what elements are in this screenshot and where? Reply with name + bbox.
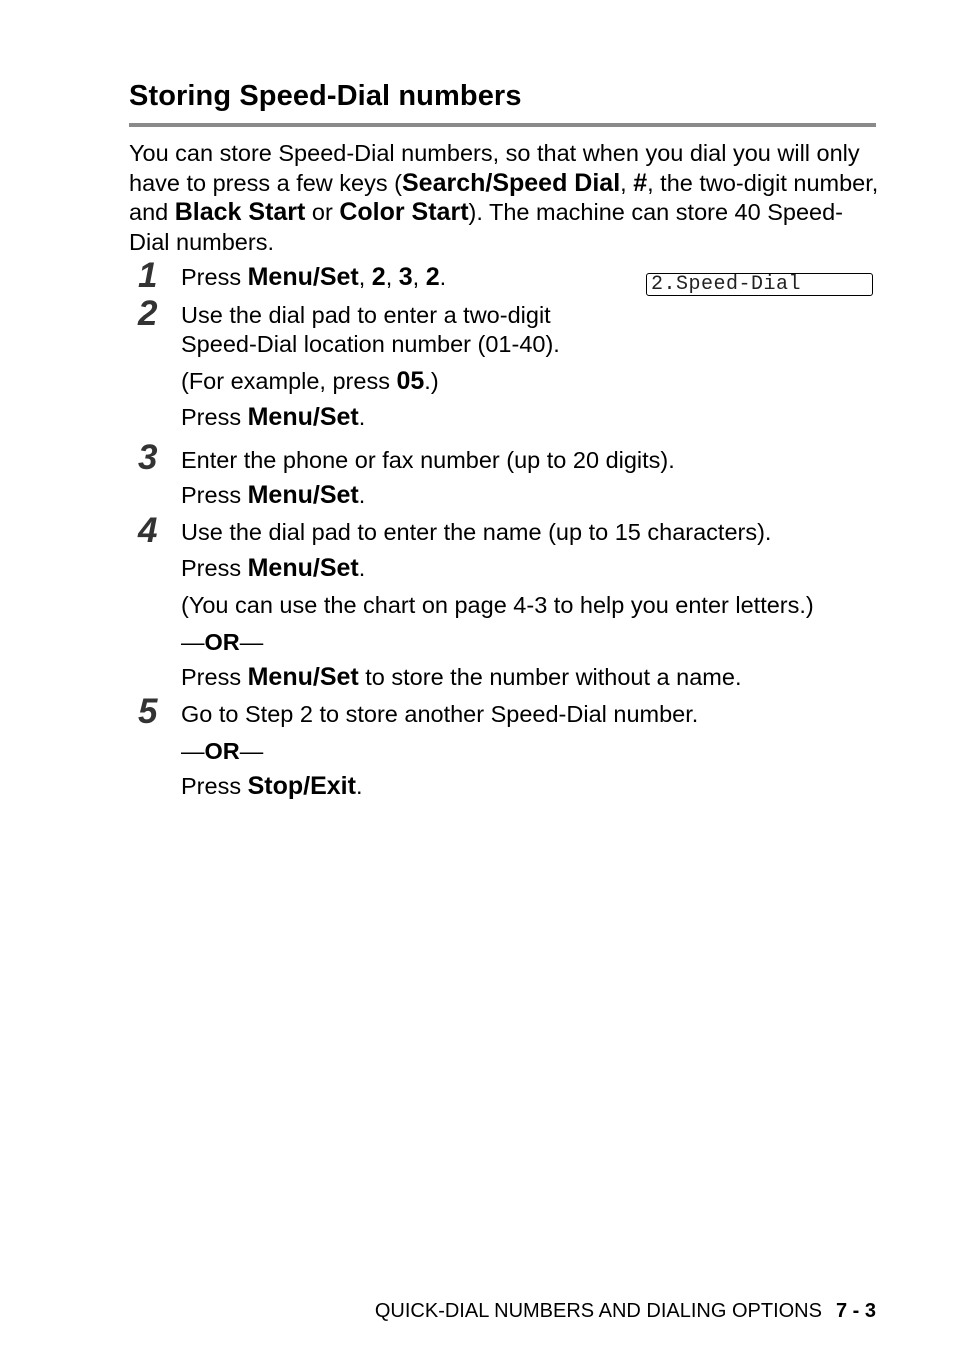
period: . xyxy=(358,482,366,508)
period: . xyxy=(358,404,366,430)
step-4-press xyxy=(181,554,365,583)
key-menu-set: Menu/Set xyxy=(247,263,359,291)
key-2: 2 xyxy=(425,263,440,291)
step-number-2: 2 xyxy=(138,294,158,333)
intro-paragraph xyxy=(129,139,879,257)
intro-text-5: ). The machine can store 40 Speed-Dial numbers. xyxy=(129,199,844,255)
lcd-display: 2.Speed-Dial xyxy=(646,273,873,296)
section-title: Storing Speed-Dial numbers xyxy=(129,80,522,112)
step-1-instruction xyxy=(181,263,446,292)
em-dash: — xyxy=(181,738,205,764)
step-number-4: 4 xyxy=(138,511,158,550)
intro-text-2: , xyxy=(620,169,634,196)
period: . xyxy=(355,773,363,799)
em-dash: — xyxy=(239,629,264,655)
step-3-line-1: Enter the phone or fax number (up to 20 digits). xyxy=(181,447,675,473)
period: . xyxy=(358,555,366,581)
key-05: 05 xyxy=(396,367,425,395)
key-menu-set: Menu/Set xyxy=(247,403,359,431)
key-3: 3 xyxy=(398,263,413,291)
key-menu-set: Menu/Set xyxy=(247,663,359,691)
step-3-press xyxy=(181,481,365,510)
example-text: (For example, press xyxy=(181,368,397,394)
key-black-start: Black Start xyxy=(174,198,306,226)
footer-page-number: 7 - 3 xyxy=(835,1300,876,1322)
step-2-press xyxy=(181,403,365,432)
key-search-speed-dial: Search/Speed Dial xyxy=(401,168,621,197)
step-4-alternative xyxy=(181,663,741,692)
step-number-3: 3 xyxy=(138,438,158,477)
press-text: Press xyxy=(181,555,248,581)
separator: , xyxy=(385,264,399,290)
key-stop-exit: Stop/Exit xyxy=(247,772,356,800)
key-color-start: Color Start xyxy=(339,198,469,226)
press-text: Press xyxy=(181,664,248,690)
step-1-press-text: Press xyxy=(181,264,248,290)
press-text: Press xyxy=(181,773,248,799)
intro-text-1: You can store Speed-Dial numbers, so that when you dial you will only have to press a few keys ( xyxy=(129,140,860,196)
step-2-line-1: Use the dial pad to enter a two-digit xyxy=(181,302,551,328)
key-menu-set: Menu/Set xyxy=(247,481,359,509)
alternative-text: to store the number without a name. xyxy=(358,664,742,690)
step-2-example xyxy=(181,367,439,396)
key-menu-set: Menu/Set xyxy=(247,554,359,582)
separator: , xyxy=(412,264,426,290)
em-dash: — xyxy=(181,629,205,655)
step-5-line-1: Go to Step 2 to store another Speed-Dial number. xyxy=(181,701,699,727)
key-hash: # xyxy=(633,168,648,197)
step-2-line-2: Speed-Dial location number (01-40). xyxy=(181,331,560,357)
key-2: 2 xyxy=(371,263,386,291)
intro-text-3: , the two-digit number, and xyxy=(129,169,879,225)
step-4-or-separator xyxy=(181,628,263,657)
separator: , xyxy=(358,264,372,290)
step-4-note: (You can use the chart on page 4-3 to help you enter letters.) xyxy=(181,592,814,618)
step-5-or-separator xyxy=(181,737,263,766)
footer-chapter-title: QUICK-DIAL NUMBERS AND DIALING OPTIONS xyxy=(374,1300,822,1322)
page-footer xyxy=(375,1300,876,1323)
step-number-5: 5 xyxy=(138,692,158,731)
em-dash: — xyxy=(239,738,264,764)
step-4-line-1: Use the dial pad to enter the name (up to 15 characters). xyxy=(181,519,772,545)
intro-text-4: or xyxy=(305,199,340,225)
press-text: Press xyxy=(181,482,248,508)
title-divider xyxy=(129,123,876,127)
example-text-end: .) xyxy=(424,368,439,394)
period: . xyxy=(439,264,447,290)
or-label: OR xyxy=(204,738,240,764)
step-number-1: 1 xyxy=(138,256,158,295)
step-5-press xyxy=(181,772,362,801)
or-label: OR xyxy=(204,629,240,655)
press-text: Press xyxy=(181,404,248,430)
